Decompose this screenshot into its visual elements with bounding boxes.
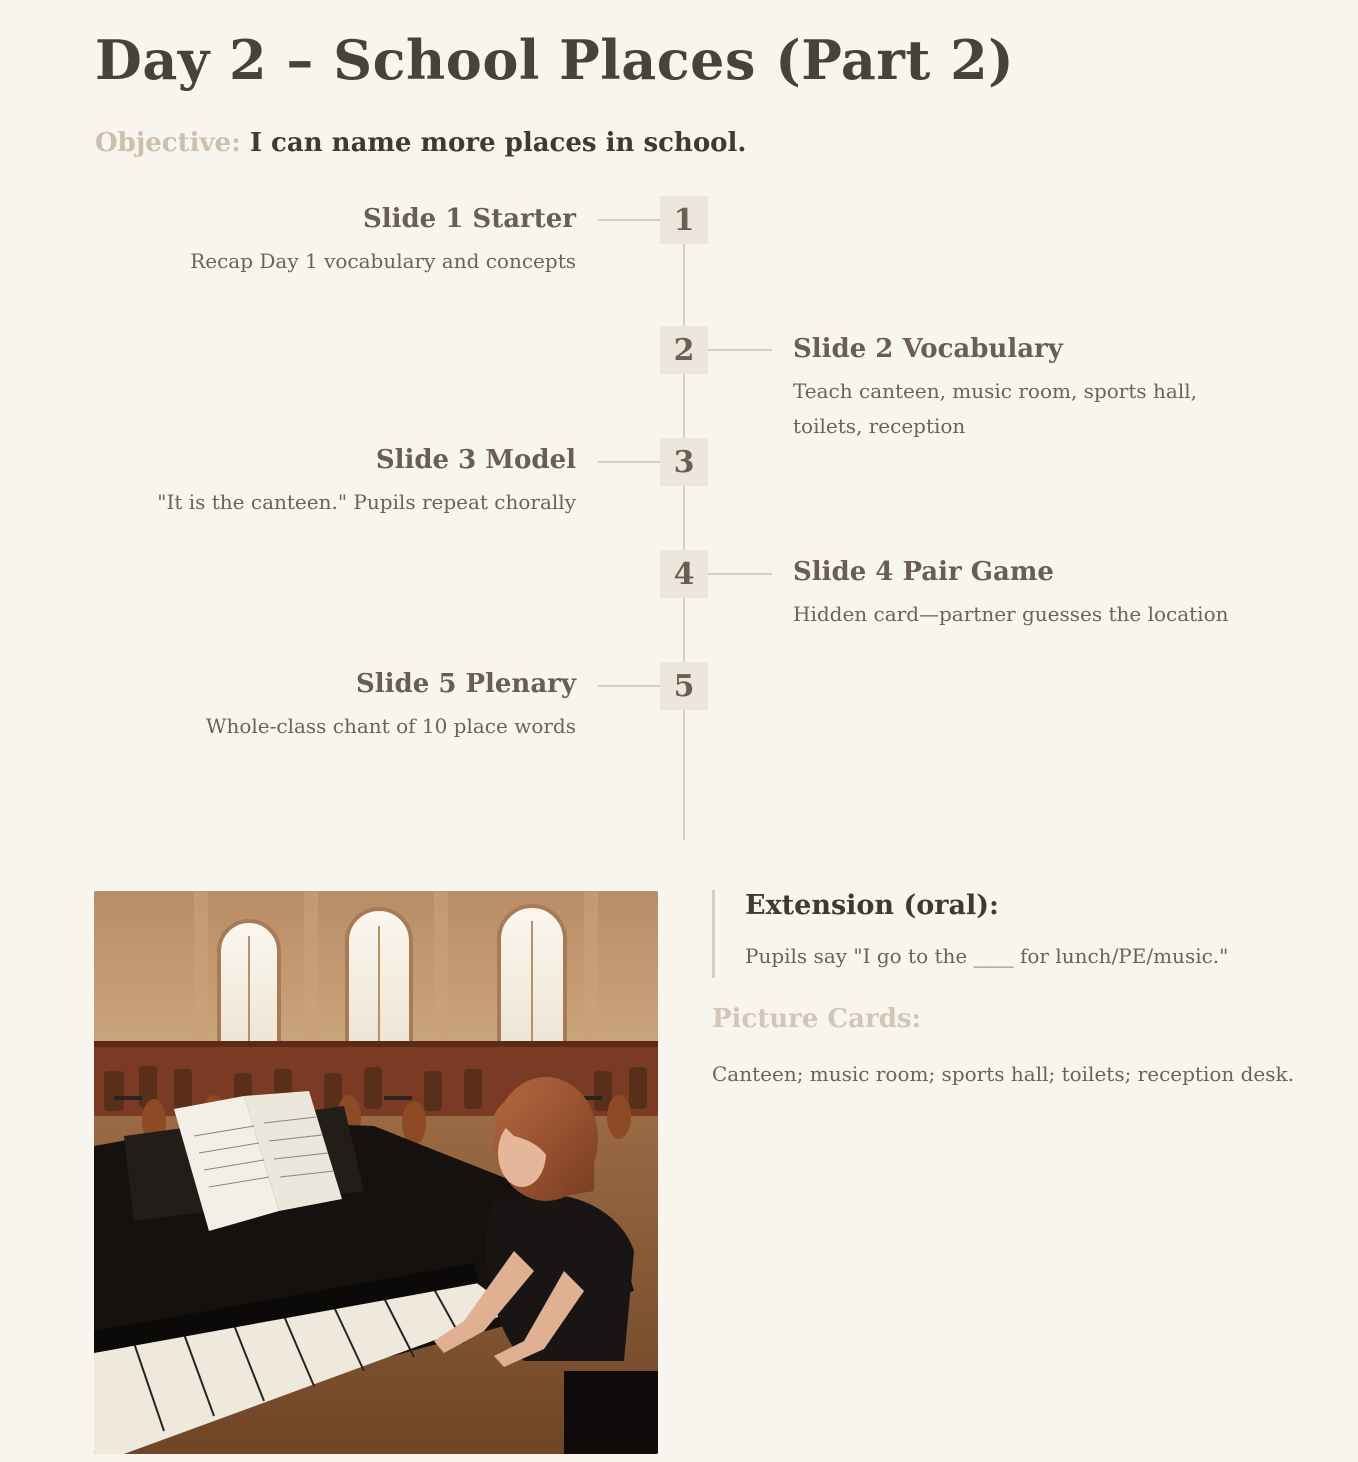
timeline-item-description: Whole-class chant of 10 place words [205,714,576,738]
objective-text: I can name more places in school. [249,128,747,158]
timeline-item-description: Teach canteen, music room, sports hall, toilets, reception [793,379,1197,438]
timeline-item-title: Slide 4 Pair Game [793,557,1054,587]
timeline-item-title: Slide 5 Plenary [356,669,576,699]
timeline-connector [708,573,772,575]
extension-title: Extension (oral): [745,890,999,921]
page-title: Day 2 – School Places (Part 2) [95,28,1015,92]
music-room-photo [94,891,658,1454]
timeline-item-title: Slide 2 Vocabulary [793,334,1063,364]
timeline-item-description: Recap Day 1 vocabulary and concepts [190,249,576,273]
timeline-number-3: 3 [660,438,708,486]
timeline-item-description: "It is the canteen." Pupils repeat chorally [157,490,576,514]
timeline-number-2: 2 [660,326,708,374]
timeline-connector [598,461,660,463]
objective [95,128,746,158]
timeline-connector [708,349,772,351]
extension-text: Pupils say "I go to the ____ for lunch/PE/music." [745,944,1229,968]
timeline-number-4: 4 [660,550,708,598]
timeline-item-title: Slide 3 Model [375,445,576,475]
timeline-connector [598,685,660,687]
timeline-connector [598,219,660,221]
timeline-item-5 [206,667,576,744]
timeline-line [683,220,685,840]
timeline-item-1 [190,202,576,279]
timeline-item-2 [793,332,1263,444]
timeline-number-5: 5 [660,662,708,710]
timeline-item-4 [793,555,1263,632]
timeline-number-1: 1 [660,196,708,244]
picture-cards-title: Picture Cards: [712,1004,922,1034]
timeline-item-description: Hidden card—partner guesses the location [793,602,1229,626]
objective-label: Objective: [95,128,241,158]
timeline-item-title: Slide 1 Starter [362,204,576,234]
extension-block [712,890,1272,978]
picture-cards-text: Canteen; music room; sports hall; toilets; reception desk. [712,1062,1295,1086]
timeline-item-3 [157,443,576,520]
